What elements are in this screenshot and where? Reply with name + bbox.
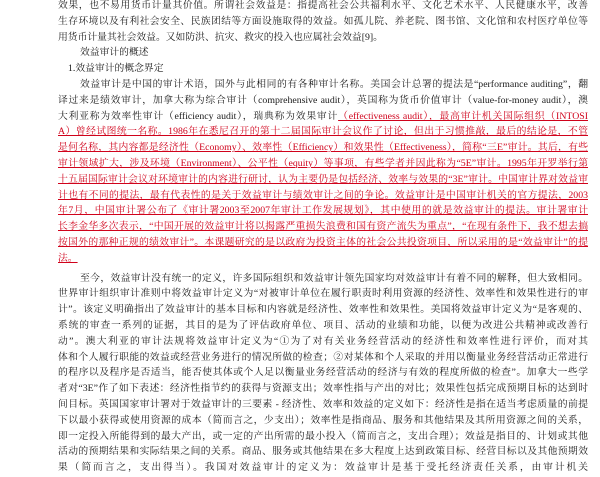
paragraph-line <box>58 188 588 204</box>
paragraph-line: 世界审计组织审计准则中将效益审计定义为“对被审计单位在履行职责时利用资源的经济性、效率性和效果性进行的审 <box>58 288 588 300</box>
paragraph-line <box>58 203 588 219</box>
paragraph-line: 至今，效益审计没有统一的定义，许多国际组织和效益审计领先国家均对效益审计有着不同的解释，但大致相同。 <box>80 272 588 284</box>
revision-marked-text: 审计领域扩大，涉及环境（Environment）、公平性（equity）等事项，有些学者并因此称为“5E”审计。1995年开罗举行第 <box>58 157 588 169</box>
paragraph-line <box>58 124 588 140</box>
paragraph-line: 动”。澳大利亚的审计法规将效益审计定义为“①为了对有关业务经营活动的经济性和效率性进行评价，而对其 <box>58 335 588 347</box>
revision-marked-text: 长李金华多次表示，“中国开展的效益审计将以揭露严重损失浪费和国有资产流失为重点”，“在现有条件下，我不想去搞 <box>58 221 588 233</box>
paragraph-line: 即一定投入所能得到的最大产出，或一定的产出所需的最小投入（简而言之，支出合理）；效益是指目的、计划或其他 <box>58 430 588 442</box>
subsection-heading: 1.效益审计的概念界定 <box>68 63 164 75</box>
line-text: 译过来是绩效审计，加拿大称为综合审计（comprehensive audit），英国称为货币价值审计（value-for-money audit），澳 <box>58 94 588 106</box>
paragraph-line: 者对“3E”作了如下表述：经济性指节约的获得与资源支出；效率性指与产出的对比；效果性包括完成预期目标的达到时 <box>58 383 588 395</box>
paragraph-line <box>58 77 588 93</box>
paragraph-line <box>58 172 588 188</box>
paragraph-line <box>58 93 588 109</box>
paragraph-line <box>58 140 588 156</box>
line-text: 大利亚称为效率性审计（efficiency audit），瑞典称为效果审计 <box>58 110 339 122</box>
paragraph-line <box>58 219 588 235</box>
paragraph-line <box>58 251 588 267</box>
intro-line: 效果，也不易用货币计量其价值。所谓社会效益是：指提高社会公共福利水平、文化艺术水平、人民健康水平，改善 <box>58 0 588 11</box>
paragraph-line <box>58 235 588 251</box>
document-body <box>58 0 588 476</box>
revision-marked-text: A）曾经试图统一名称。1986年在悉尼召开的第十二届国际审计会议作了讨论，但出于习惯推敲，最后的结论是，不管 <box>58 126 588 138</box>
revision-marked-text: 十五届国际审计会议对环境审计的内容进行研讨，认为主要仍是包括经济、效率与效果的“3E”审计。中国审计界对效益审 <box>58 173 588 185</box>
paragraph-line: 系统的审查一系列的证据，其目的是为了评估政府单位、项目、活动的业绩和功能，以便为改进公共精神或改善行 <box>58 319 588 331</box>
revision-marked-text: 是何名称，其内容都是经济性（Economy）、效率性（Efficiency）和效果性（Effectiveness），简称“三E”审计。其后，有些 <box>58 142 588 154</box>
paragraph-line: 间目标。英国国家审计署对于效益审计的三要素 - 经济性、效率和效益的定义如下：经济性是指在适当考虑质量的前提 <box>58 398 588 410</box>
paragraph-line: 活动的预期结果和实际结果之间的关系。商品、服务或其他结果在多大程度上达到政策目标、经营目标以及其他预期效 <box>58 446 588 458</box>
paragraph-line <box>58 156 588 172</box>
intro-line: 用货币计量其社会效益。又如防洪、抗灾、救灾的投入也应属社会效益[9]。 <box>58 31 383 43</box>
revision-marked-text: 计也有不同的提法，最有代表性的是关于效益审计与绩效审计之间的争论。效益审计是中国审计机关的官方提法，2003 <box>58 189 588 201</box>
revision-marked-text: （effectiveness audit），最高审计机关国际组织（INTOSI <box>338 110 588 122</box>
paragraph-line: 下以最小获得或使用资源的成本（简而言之，少支出）；效率性是指商品、服务和其他结果及其所用资源之间的关系， <box>58 414 588 426</box>
paragraph-line <box>58 109 588 125</box>
revision-marked-text: 年7月，中国审计署公布了《审计署2003至2007年审计工作发展规划》，其中使用的就是效益审计的提法。审计署审计 <box>58 205 588 217</box>
revision-marked-text: 法。 <box>58 252 78 264</box>
intro-line: 生存环境以及有利社会安全、民族团结等方面设施取得的效益。如孤儿院、养老院、图书馆、文化馆和农村医疗单位等 <box>58 15 588 27</box>
paragraph-line: 体和个人履行职能的效益或经营业务进行的情况所做的检查；②对某体和个人采取的并用以衡量业务经营活动正常进行 <box>58 351 588 363</box>
paragraph-line: 计”。该定义明确指出了效益审计的基本目标和内容就是经济性、效率性和效果性。美国将效益审计定义为“是客观的、 <box>58 304 588 316</box>
section-heading: 效益审计的概述 <box>80 47 149 59</box>
paragraph-line: 果（简而言之，支出得当）。我国对效益审计的定义为：效益审计是基于受托经济责任关系，由审计机关 <box>58 462 588 474</box>
paragraph-line: 的程序以及程序是否适当，能否使其体或个人足以衡量业务经营活动的经济与有效的程度所做的检查”。加拿大一些学 <box>58 367 588 379</box>
revision-marked-text: 按国外的那种正规的绩效审计”。本课题研究的是以政府为投资主体的社会公共投资项目，所以采用的是“效益审计”的提 <box>58 236 588 248</box>
line-text: 效益审计是中国的审计术语，国外与此相同的有各种审计名称。美国会计总署的提法是“performance auditing”，翻 <box>80 78 588 90</box>
